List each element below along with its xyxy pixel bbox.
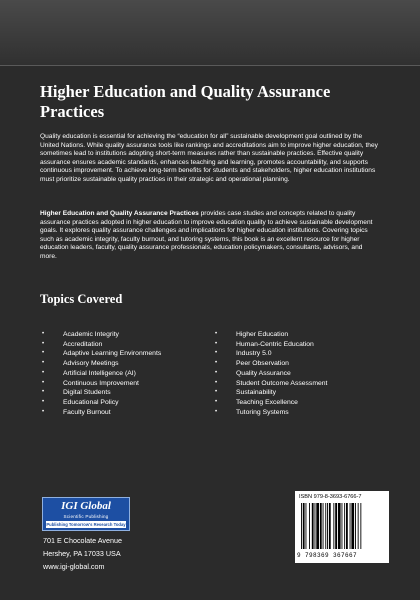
topic-label: Digital Students <box>63 389 111 397</box>
barcode-bar <box>358 503 359 549</box>
address-line-1: 701 E Chocolate Avenue <box>43 536 122 545</box>
topic-label: Educational Policy <box>63 398 119 406</box>
barcode-bar <box>303 503 305 549</box>
topic-label: Sustainability <box>236 389 277 397</box>
topic-label: Tutoring Systems <box>236 408 289 416</box>
barcode-bar <box>344 503 345 549</box>
topic-label: Continuous Improvement <box>63 379 139 387</box>
topic-label: Academic Integrity <box>63 331 119 338</box>
topic-label: Advisory Meetings <box>63 360 119 368</box>
topic-item <box>215 388 327 398</box>
barcode-bar <box>329 503 331 549</box>
barcode-bar <box>301 503 302 549</box>
description-paragraph-1: Quality education is essential for achieving the “education for all” sustainable development goal outlined by the United Nations. While quality assurance tools like rankings and accreditations aim to improve higher education, they sometimes lead to institutions adopting short-term measures rather than sustainable practices. Effective quality assurance ensures academic standards, enhances teaching and learning, promotes accountability, and supports continuous improvement. To achieve long-term benefits for students and stakeholders, higher education institutions must prioritize sustainable quality practices in their strategic and operational planning. <box>40 133 378 183</box>
barcode-bar <box>312 503 314 549</box>
topic-item <box>42 369 161 379</box>
topic-label: Peer Observation <box>236 360 289 368</box>
book-title-inline: Higher Education and Quality Assurance Practices <box>40 210 199 217</box>
topic-label: Human-Centric Education <box>236 340 314 348</box>
topic-label: Teaching Excellence <box>236 398 298 406</box>
book-title: Higher Education and Quality Assurance Practices <box>40 82 331 121</box>
topic-item <box>215 369 327 379</box>
barcode-bar <box>309 503 310 549</box>
barcode-bar <box>315 503 316 549</box>
barcode-bar <box>333 503 334 549</box>
barcode-bar <box>338 503 341 549</box>
publisher-website: www.igi-global.com <box>43 562 105 571</box>
bullet-icon: • <box>215 360 218 367</box>
topic-label: Student Outcome Assessment <box>236 379 328 387</box>
topic-item <box>42 359 161 369</box>
bullet-icon: • <box>42 350 45 357</box>
barcode-bar <box>351 503 354 549</box>
bullet-icon: • <box>215 331 218 337</box>
topic-item <box>42 388 161 398</box>
bullet-icon: • <box>42 398 45 405</box>
topic-item <box>215 340 327 350</box>
barcode-bar <box>346 503 348 549</box>
barcode-bar <box>360 503 361 549</box>
bullet-icon: • <box>42 389 45 396</box>
description-paragraph-2 <box>40 210 380 262</box>
topic-label: Artificial Intelligence (AI) <box>63 369 136 377</box>
bullet-icon: • <box>215 408 218 415</box>
topics-heading: Topics Covered <box>40 292 123 306</box>
barcode-bars <box>299 503 385 551</box>
isbn-label: ISBN 979-8-3693-6766-7 <box>299 494 362 500</box>
barcode-bar <box>320 503 322 549</box>
topic-item <box>42 330 161 340</box>
isbn-barcode <box>295 491 389 563</box>
bullet-icon: • <box>42 360 45 367</box>
topic-label: Adaptive Learning Environments <box>63 350 162 358</box>
barcode-bar <box>342 503 343 549</box>
bullet-icon: • <box>215 350 218 357</box>
topic-item <box>215 330 327 340</box>
bullet-icon: • <box>42 369 45 376</box>
barcode-bar <box>355 503 356 549</box>
bullet-icon: • <box>215 389 218 396</box>
logo-subtitle: Scientific Publishing <box>63 514 109 519</box>
topic-item <box>215 408 327 418</box>
description-paragraph-2-text: provides case studies and concepts related to quality assurance practices adopted in higher education to improve education quality to achieve sustainable development goals. It explores quality assurance challenges and implications for higher education institutions. Covering topics such as academic integrity, faculty burnout, and tutoring systems, this book is an excellent resource for higher education leaders, faculty, quality assurance professionals, education policymakers, consultants, advisors, and more. <box>40 210 373 260</box>
topic-label: Industry 5.0 <box>236 350 272 358</box>
bullet-icon: • <box>42 340 45 347</box>
topic-label: Accreditation <box>63 340 103 348</box>
topics-list-right <box>215 330 327 417</box>
barcode-bar <box>323 503 324 549</box>
topic-label: Faculty Burnout <box>63 408 111 416</box>
logo-tagline: Publishing Tomorrow's Research Today <box>46 522 126 527</box>
logo-name: IGI Global <box>61 500 111 512</box>
topic-item <box>42 408 161 418</box>
bullet-icon: • <box>215 340 218 347</box>
barcode-digits: 9 798369 367667 <box>297 552 358 559</box>
bullet-icon: • <box>42 408 45 415</box>
topics-list-left <box>42 330 161 417</box>
topic-item <box>42 398 161 408</box>
address-line-2: Hershey, PA 17033 USA <box>43 549 121 558</box>
barcode-bar <box>325 503 326 549</box>
topic-item <box>42 349 161 359</box>
bullet-icon: • <box>215 398 218 405</box>
bullet-icon: • <box>215 379 218 386</box>
bullet-icon: • <box>215 369 218 376</box>
topic-item <box>42 379 161 389</box>
topic-label: Quality Assurance <box>236 369 291 377</box>
topic-item <box>42 340 161 350</box>
bullet-icon: • <box>42 379 45 386</box>
bullet-icon: • <box>42 331 45 337</box>
publisher-address <box>43 534 122 573</box>
topic-label: Higher Education <box>236 331 289 338</box>
barcode-bar <box>350 503 351 549</box>
igi-global-logo <box>42 497 130 531</box>
topic-item <box>215 379 327 389</box>
barcode-bar <box>335 503 337 549</box>
topic-item <box>215 349 327 359</box>
barcode-bar <box>327 503 328 549</box>
topic-item <box>215 398 327 408</box>
barcode-bar <box>316 503 319 549</box>
barcode-bar <box>306 503 307 549</box>
top-band <box>0 0 420 66</box>
topic-item <box>215 359 327 369</box>
